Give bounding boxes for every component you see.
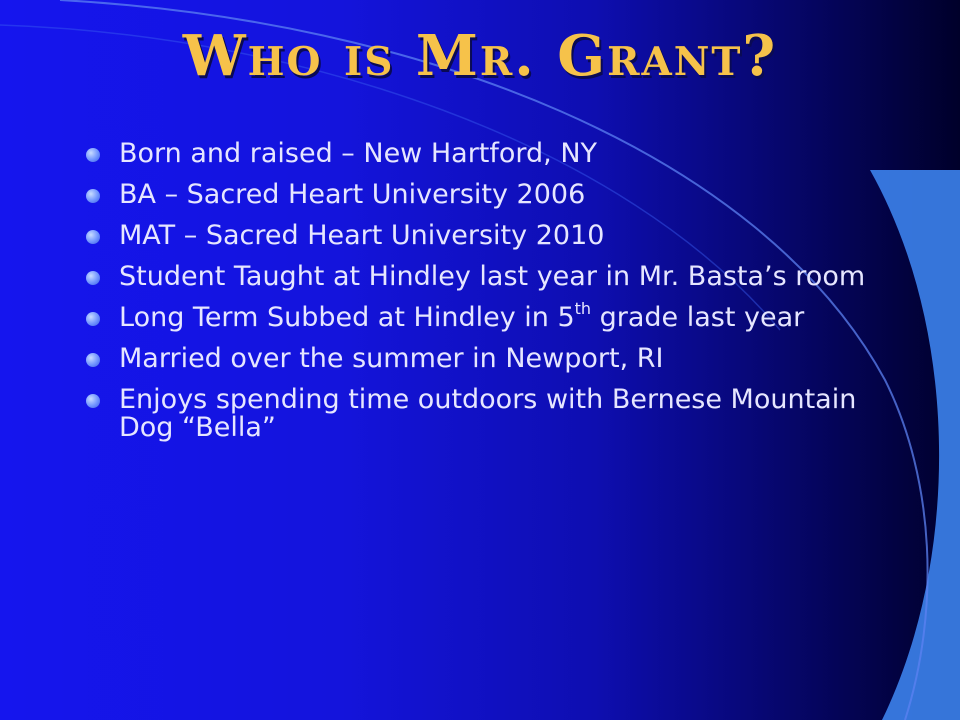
bullet-text: MAT – Sacred Heart University 2010 — [119, 220, 605, 251]
bullet-text-part: grade last year — [591, 302, 805, 333]
bullet-list — [86, 140, 866, 455]
bullet-dot-icon — [86, 230, 100, 244]
bullet-text: Married over the summer in Newport, RI — [119, 343, 664, 374]
bullet-item — [86, 140, 866, 168]
ordinal-superscript: th — [574, 299, 592, 318]
slide-title: Who is Mr. Grant? — [182, 23, 778, 89]
bullet-dot-icon — [86, 148, 100, 162]
bullet-item — [86, 299, 866, 333]
bullet-text: Born and raised – New Hartford, NY — [119, 138, 598, 169]
bullet-item — [86, 263, 866, 291]
light-curve-shape — [870, 170, 960, 720]
bullet-dot-icon — [86, 353, 100, 367]
bullet-text-part: Long Term Subbed at Hindley in 5 — [119, 302, 575, 333]
bullet-text: BA – Sacred Heart University 2006 — [119, 179, 586, 210]
bullet-text — [119, 299, 805, 333]
bullet-item — [86, 386, 866, 442]
bullet-dot-icon — [86, 394, 100, 408]
bullet-dot-icon — [86, 189, 100, 203]
bullet-item — [86, 345, 866, 373]
bullet-dot-icon — [86, 271, 100, 285]
bullet-text: Enjoys spending time outdoors with Bernese Mountain Dog “Bella” — [119, 384, 857, 443]
bullet-text: Student Taught at Hindley last year in Mr. Basta’s room — [119, 261, 866, 292]
bullet-item — [86, 222, 866, 250]
bullet-dot-icon — [86, 312, 100, 326]
bullet-item — [86, 181, 866, 209]
